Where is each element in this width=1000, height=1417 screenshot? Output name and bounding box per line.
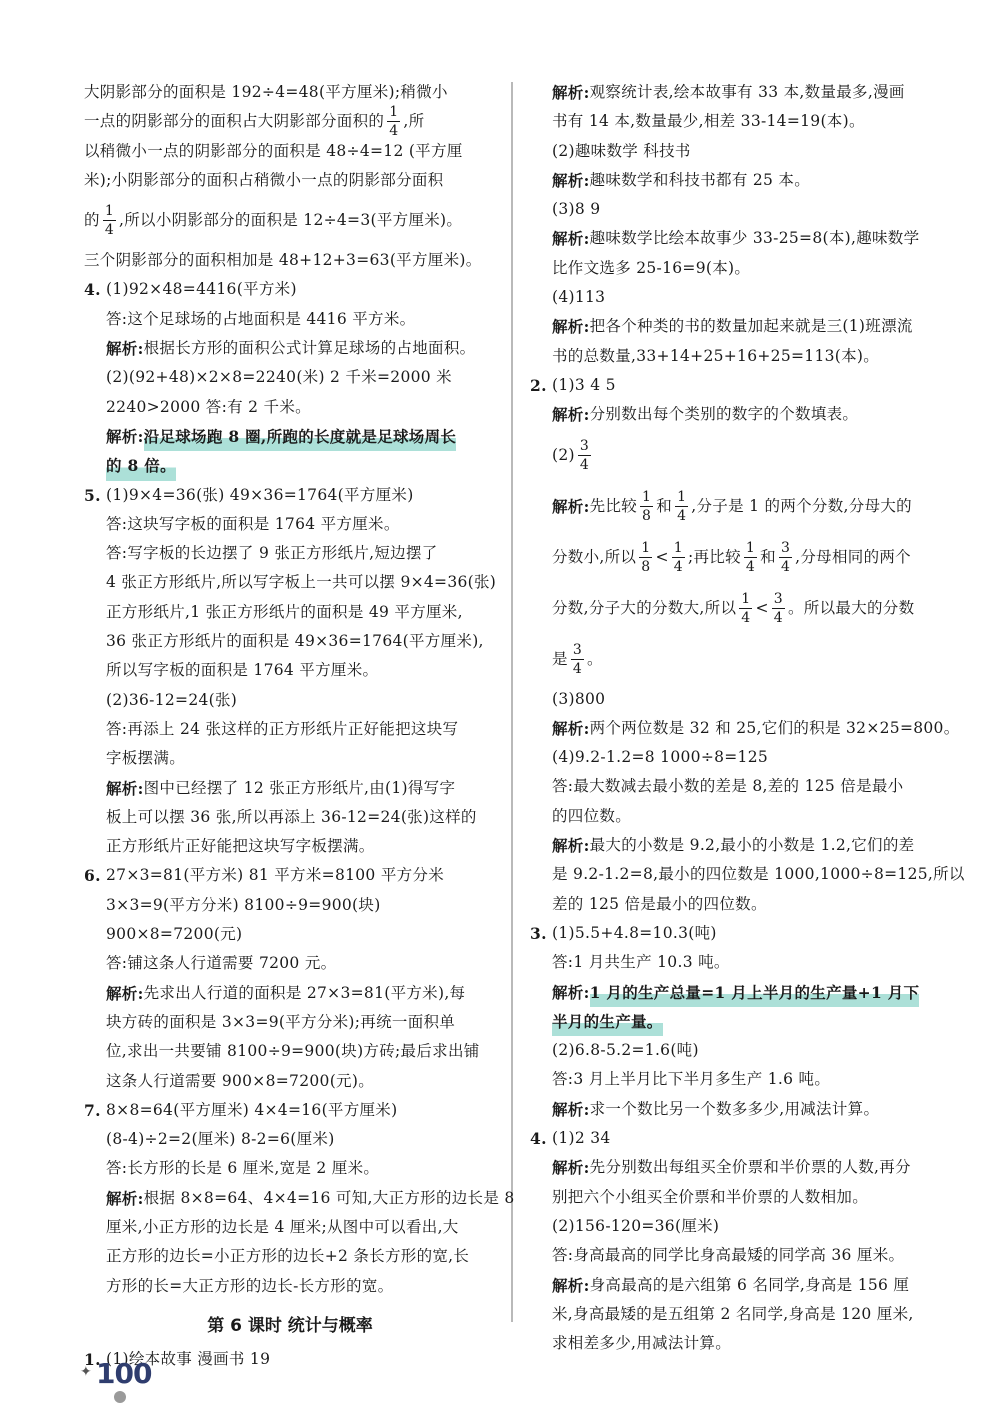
- answer-line: 答:这块写字板的面积是 1764 平方厘米。: [106, 514, 400, 533]
- column-divider: [511, 82, 513, 1322]
- explanation-line: 正方形的边长=小正方形的边长+2 条长方形的宽,长: [106, 1247, 470, 1266]
- explanation-line: 书的总数量,33+14+25+16+25=113(本)。: [552, 346, 880, 365]
- dot-icon: [114, 1391, 126, 1403]
- explanation-line: 厘米,小正方形的边长是 4 厘米;从图中可以看出,大: [106, 1217, 459, 1236]
- answer-line: 答:3 月上半月比下半月多生产 1.6 吨。: [552, 1070, 831, 1089]
- explanation-line: 分数小,所以 $\frac{1}{8}$ < $\frac{1}{4}$ ;再比较 $\frac{1}{4}$ 和 $\frac{3}{4}$ ,分母相同的两个: [552, 539, 911, 575]
- highlighted-text: 半月的生产量。: [552, 1007, 663, 1036]
- text-line: 以稍微小一点的阴影部分的面积是 48÷4=12 (平方厘: [84, 141, 463, 160]
- answer-line: (2)36-12=24(张): [106, 690, 238, 709]
- explanation-line: 米,身高最矮的是五组第 2 名同学,身高是 120 厘米,: [552, 1304, 914, 1323]
- question-3: 3. (1)5.5+4.8=10.3(吨): [530, 923, 717, 943]
- page-number: 100: [96, 1357, 152, 1390]
- question-1: 1. (1)绘本故事 漫画书 19: [84, 1349, 271, 1369]
- answer-line: (8-4)÷2=2(厘米) 8-2=6(厘米): [106, 1130, 335, 1149]
- explanation-line: 方形的长=大正方形的边长-长方形的宽。: [106, 1276, 394, 1295]
- fraction: $\frac{3}{4}$: [572, 641, 583, 677]
- answer-line: 答:这个足球场的占地面积是 4416 平方米。: [106, 309, 416, 328]
- answer-line: 的四位数。: [552, 806, 632, 825]
- highlighted-text: 的 8 倍。: [106, 451, 176, 480]
- answer-line: (2)156-120=36(厘米): [552, 1216, 720, 1235]
- text-line: 正方形纸片,1 张正方形纸片的面积是 49 平方厘米,: [106, 602, 463, 621]
- explanation-line: 块方砖的面积是 3×3=9(平方分米);再统一面积单: [106, 1012, 456, 1031]
- explanation-line: 解析: 先比较 $\frac{1}{8}$ 和 $\frac{1}{4}$ ,分子是 1 的两个分数,分母大的: [552, 488, 912, 524]
- answer-line: (2)趣味数学 科技书: [552, 141, 691, 160]
- question-5: 5. (1)9×4=36(张) 49×36=1764(平方厘米): [84, 485, 414, 505]
- explanation-line: 正方形纸片正好能把这块写字板摆满。: [106, 837, 375, 856]
- explanation-line: 位,求出一共要铺 8100÷9=900(块)方砖;最后求出铺: [106, 1042, 480, 1061]
- explanation-line: 解析: 先求出人行道的面积是 27×3=81(平方米),每: [106, 983, 466, 1003]
- text-line: 三个阴影部分的面积相加是 48+12+3=63(平方厘米)。: [84, 251, 482, 270]
- text-line: 大阴影部分的面积是 192÷4=48(平方厘米);稍微小: [84, 83, 448, 101]
- fraction: $\frac{1}{4}$: [677, 488, 687, 524]
- explanation-line: 这条人行道需要 900×8=7200(元)。: [106, 1071, 374, 1090]
- answer-line: (2)(92+48)×2×8=2240(米) 2 千米=2000 米: [106, 368, 452, 387]
- question-4-right: 4. (1)2 34: [530, 1129, 611, 1149]
- explanation-line: 解析: 观察统计表,绘本故事有 33 本,数量最多,漫画: [552, 83, 905, 102]
- explanation-line: 解析: 根据 8×8=64、4×4=16 可知,大正方形的边长是 8: [106, 1188, 515, 1208]
- section-title: 第 6 课时 统计与概率: [207, 1315, 373, 1336]
- answer-line: 答:长方形的长是 6 厘米,宽是 2 厘米。: [106, 1159, 380, 1178]
- explanation-line: [84, 451, 496, 480]
- explanation-line: 解析: 身高最高的是六组第 6 名同学,身高是 156 厘: [552, 1275, 910, 1295]
- explanation-line: 解析: 分别数出每个类别的数字的个数填表。: [552, 405, 859, 425]
- fraction: $\frac{1}{4}$: [745, 539, 756, 575]
- fraction: $\frac{1}{8}$: [641, 539, 651, 575]
- star-icon: ✦: [80, 1364, 92, 1380]
- answer-line: 3×3=9(平方分米) 8100÷9=900(块): [106, 895, 381, 914]
- text-line: 36 张正方形纸片的面积是 49×36=1764(平方厘米),: [106, 632, 484, 651]
- answer-line: (2)6.8-5.2=1.6(吨): [552, 1041, 699, 1060]
- highlighted-text: 1 月的生产总量=1 月上半月的生产量+1 月下: [590, 978, 920, 1007]
- explanation-line: 是 $\frac{3}{4}$ 。: [552, 641, 603, 677]
- answer-line: 答:铺这条人行道需要 7200 元。: [106, 954, 337, 973]
- explanation-line: 解析: 最大的小数是 9.2,最小的小数是 1.2,它们的差: [552, 836, 915, 856]
- text-line: 所以写字板的面积是 1764 平方厘米。: [106, 661, 379, 680]
- explanation-line: 解析: 1 月的生产总量=1 月上半月的生产量+1 月下: [530, 978, 945, 1007]
- text-line: 一点的阴影部分的面积占大阴影部分面积的 $\frac{1}{4}$ ,所: [84, 104, 425, 140]
- text-line: 米);小阴影部分的面积占稍微小一点的阴影部分面积: [84, 170, 444, 189]
- answer-line: (2) $\frac{3}{4}$: [552, 437, 590, 473]
- explanation-line: 解析: 趣味数学比绘本故事少 33-25=8(本),趣味数学: [552, 229, 920, 249]
- answer-line: 答:再添上 24 张这样的正方形纸片正好能把这块写: [106, 719, 459, 738]
- question-6: 6. 27×3=81(平方米) 81 平方米=8100 平方分米: [84, 866, 445, 886]
- text-line: 答:写字板的长边摆了 9 张正方形纸片,短边摆了: [106, 544, 438, 563]
- text-line: 4 张正方形纸片,所以写字板上一共可以摆 9×4=36(张): [106, 573, 497, 592]
- explanation-line: 解析: 图中已经摆了 12 张正方形纸片,由(1)得写字: [106, 778, 456, 798]
- fraction: $\frac{1}{4}$: [741, 590, 751, 626]
- highlighted-text: 沿足球场跑 8 圈,所跑的长度就是足球场周长: [144, 422, 457, 451]
- explanation-line: 解析: 先分别数出每组买全价票和半价票的人数,再分: [552, 1158, 911, 1178]
- explanation-line: 解析: 两个两位数是 32 和 25,它们的积是 32×25=800。: [552, 718, 960, 738]
- answer-line: 答:最大数减去最小数的差是 8,差的 125 倍是最小: [552, 777, 904, 796]
- explanation-line: [530, 1007, 945, 1036]
- fraction: $\frac{3}{4}$: [579, 437, 590, 473]
- fraction: $\frac{1}{4}$: [389, 104, 399, 140]
- explanation-line: 是 9.2-1.2=8,最小的四位数是 1000,1000÷8=125,所以: [552, 865, 965, 884]
- left-column: [84, 78, 515, 1374]
- fraction: $\frac{1}{4}$: [104, 203, 115, 239]
- answer-line: (3)8 9: [552, 200, 601, 219]
- answer-line: 答:1 月共生产 10.3 吨。: [552, 953, 730, 972]
- explanation-line: 求相差多少,用减法计算。: [552, 1334, 732, 1353]
- explanation-line: 解析: 沿足球场跑 8 圈,所跑的长度就是足球场周长: [84, 422, 496, 451]
- explanation-line: 别把六个小组买全价票和半价票的人数相加。: [552, 1187, 869, 1206]
- answer-line: (3)800: [552, 689, 606, 708]
- explanation-line: 解析: 把各个种类的书的数量加起来就是三(1)班漂流: [552, 317, 913, 337]
- answer-line: (4)113: [552, 288, 606, 307]
- fraction: $\frac{3}{4}$: [780, 539, 791, 575]
- fraction: $\frac{1}{4}$: [673, 539, 683, 575]
- explanation-line: 比作文选多 25-16=9(本)。: [552, 258, 751, 277]
- question-2: 2. (1)3 4 5: [530, 375, 616, 395]
- explanation-line: 解析: 根据长方形的面积公式计算足球场的占地面积。: [106, 339, 476, 359]
- explanation-line: 解析: 求一个数比另一个数多多少,用减法计算。: [552, 1099, 880, 1119]
- fraction: $\frac{3}{4}$: [773, 590, 783, 626]
- answer-line: 900×8=7200(元): [106, 925, 243, 944]
- answer-line: 2240>2000 答:有 2 千米。: [106, 397, 311, 416]
- explanation-line: 解析: 趣味数学和科技书都有 25 本。: [552, 170, 811, 190]
- explanation-line: 差的 125 倍是最小的四位数。: [552, 894, 767, 913]
- question-4: 4. (1)92×48=4416(平方米): [84, 280, 297, 300]
- explanation-line: 书有 14 本,数量最少,相差 33-14=19(本)。: [552, 112, 865, 131]
- fraction: $\frac{1}{8}$: [642, 488, 652, 524]
- explanation-line: 分数,分子大的分数大,所以 $\frac{1}{4}$ < $\frac{3}{4}$ 。所以最大的分数: [552, 590, 915, 626]
- text-line: 的 $\frac{1}{4}$ ,所以小阴影部分的面积是 12÷4=3(平方厘米)。: [84, 203, 463, 239]
- answer-line: 答:身高最高的同学比身高最矮的同学高 36 厘米。: [552, 1246, 905, 1265]
- right-column: [530, 78, 965, 1358]
- answer-line: (4)9.2-1.2=8 1000÷8=125: [552, 748, 769, 767]
- answer-line: 字板摆满。: [106, 749, 186, 768]
- question-7: 7. 8×8=64(平方厘米) 4×4=16(平方厘米): [84, 1100, 398, 1120]
- explanation-line: 板上可以摆 36 张,所以再添上 36-12=24(张)这样的: [106, 807, 477, 826]
